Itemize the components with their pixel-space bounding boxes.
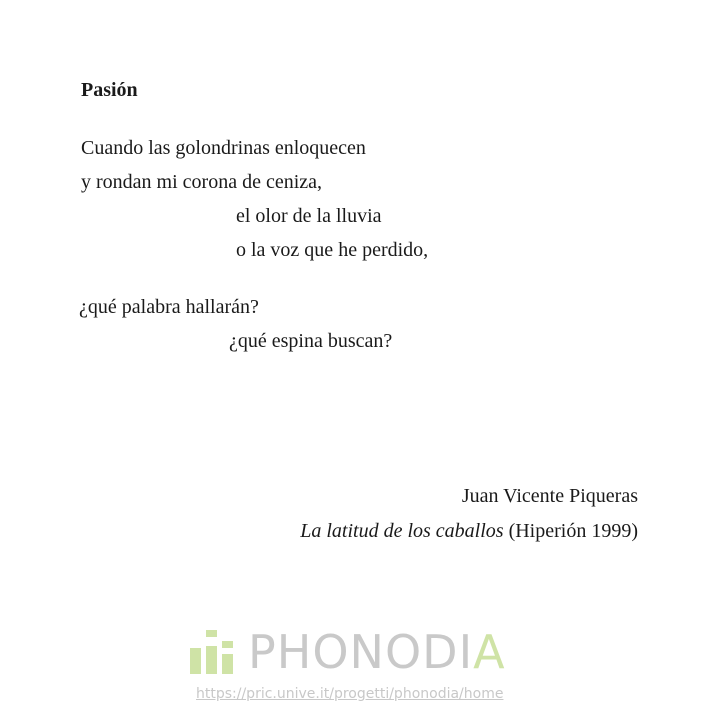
poem-line-4: o la voz que he perdido, (236, 239, 429, 261)
logo-bar-dot (222, 641, 233, 648)
logo-bar (190, 648, 201, 674)
poem-line-3: el olor de la lluvia (236, 205, 382, 227)
logo-wordmark (248, 625, 506, 679)
publication-info: (Hiperión 1999) (508, 520, 638, 542)
poem-source (300, 519, 638, 543)
logo-bar (222, 654, 233, 674)
poem-line-6: ¿qué espina buscan? (229, 330, 393, 352)
logo-text-main: PHONODI (248, 625, 474, 679)
logo-bar-dot (206, 630, 217, 637)
poem-title: Pasión (81, 79, 138, 101)
poem-line-5: ¿qué palabra hallarán? (79, 296, 259, 318)
logo-text-accent: A (473, 625, 506, 679)
bar-chart-icon (190, 630, 236, 674)
poem-line-1: Cuando las golondrinas enloquecen (81, 137, 366, 159)
logo-bar (206, 646, 217, 674)
project-url-link[interactable]: https://pric.unive.it/progetti/phonodia/home (196, 686, 504, 702)
poem-author: Juan Vicente Piqueras (461, 485, 638, 507)
book-title: La latitud de los caballos (300, 520, 504, 542)
phonodia-logo (190, 625, 506, 679)
poem-line-2: y rondan mi corona de ceniza, (81, 171, 323, 193)
